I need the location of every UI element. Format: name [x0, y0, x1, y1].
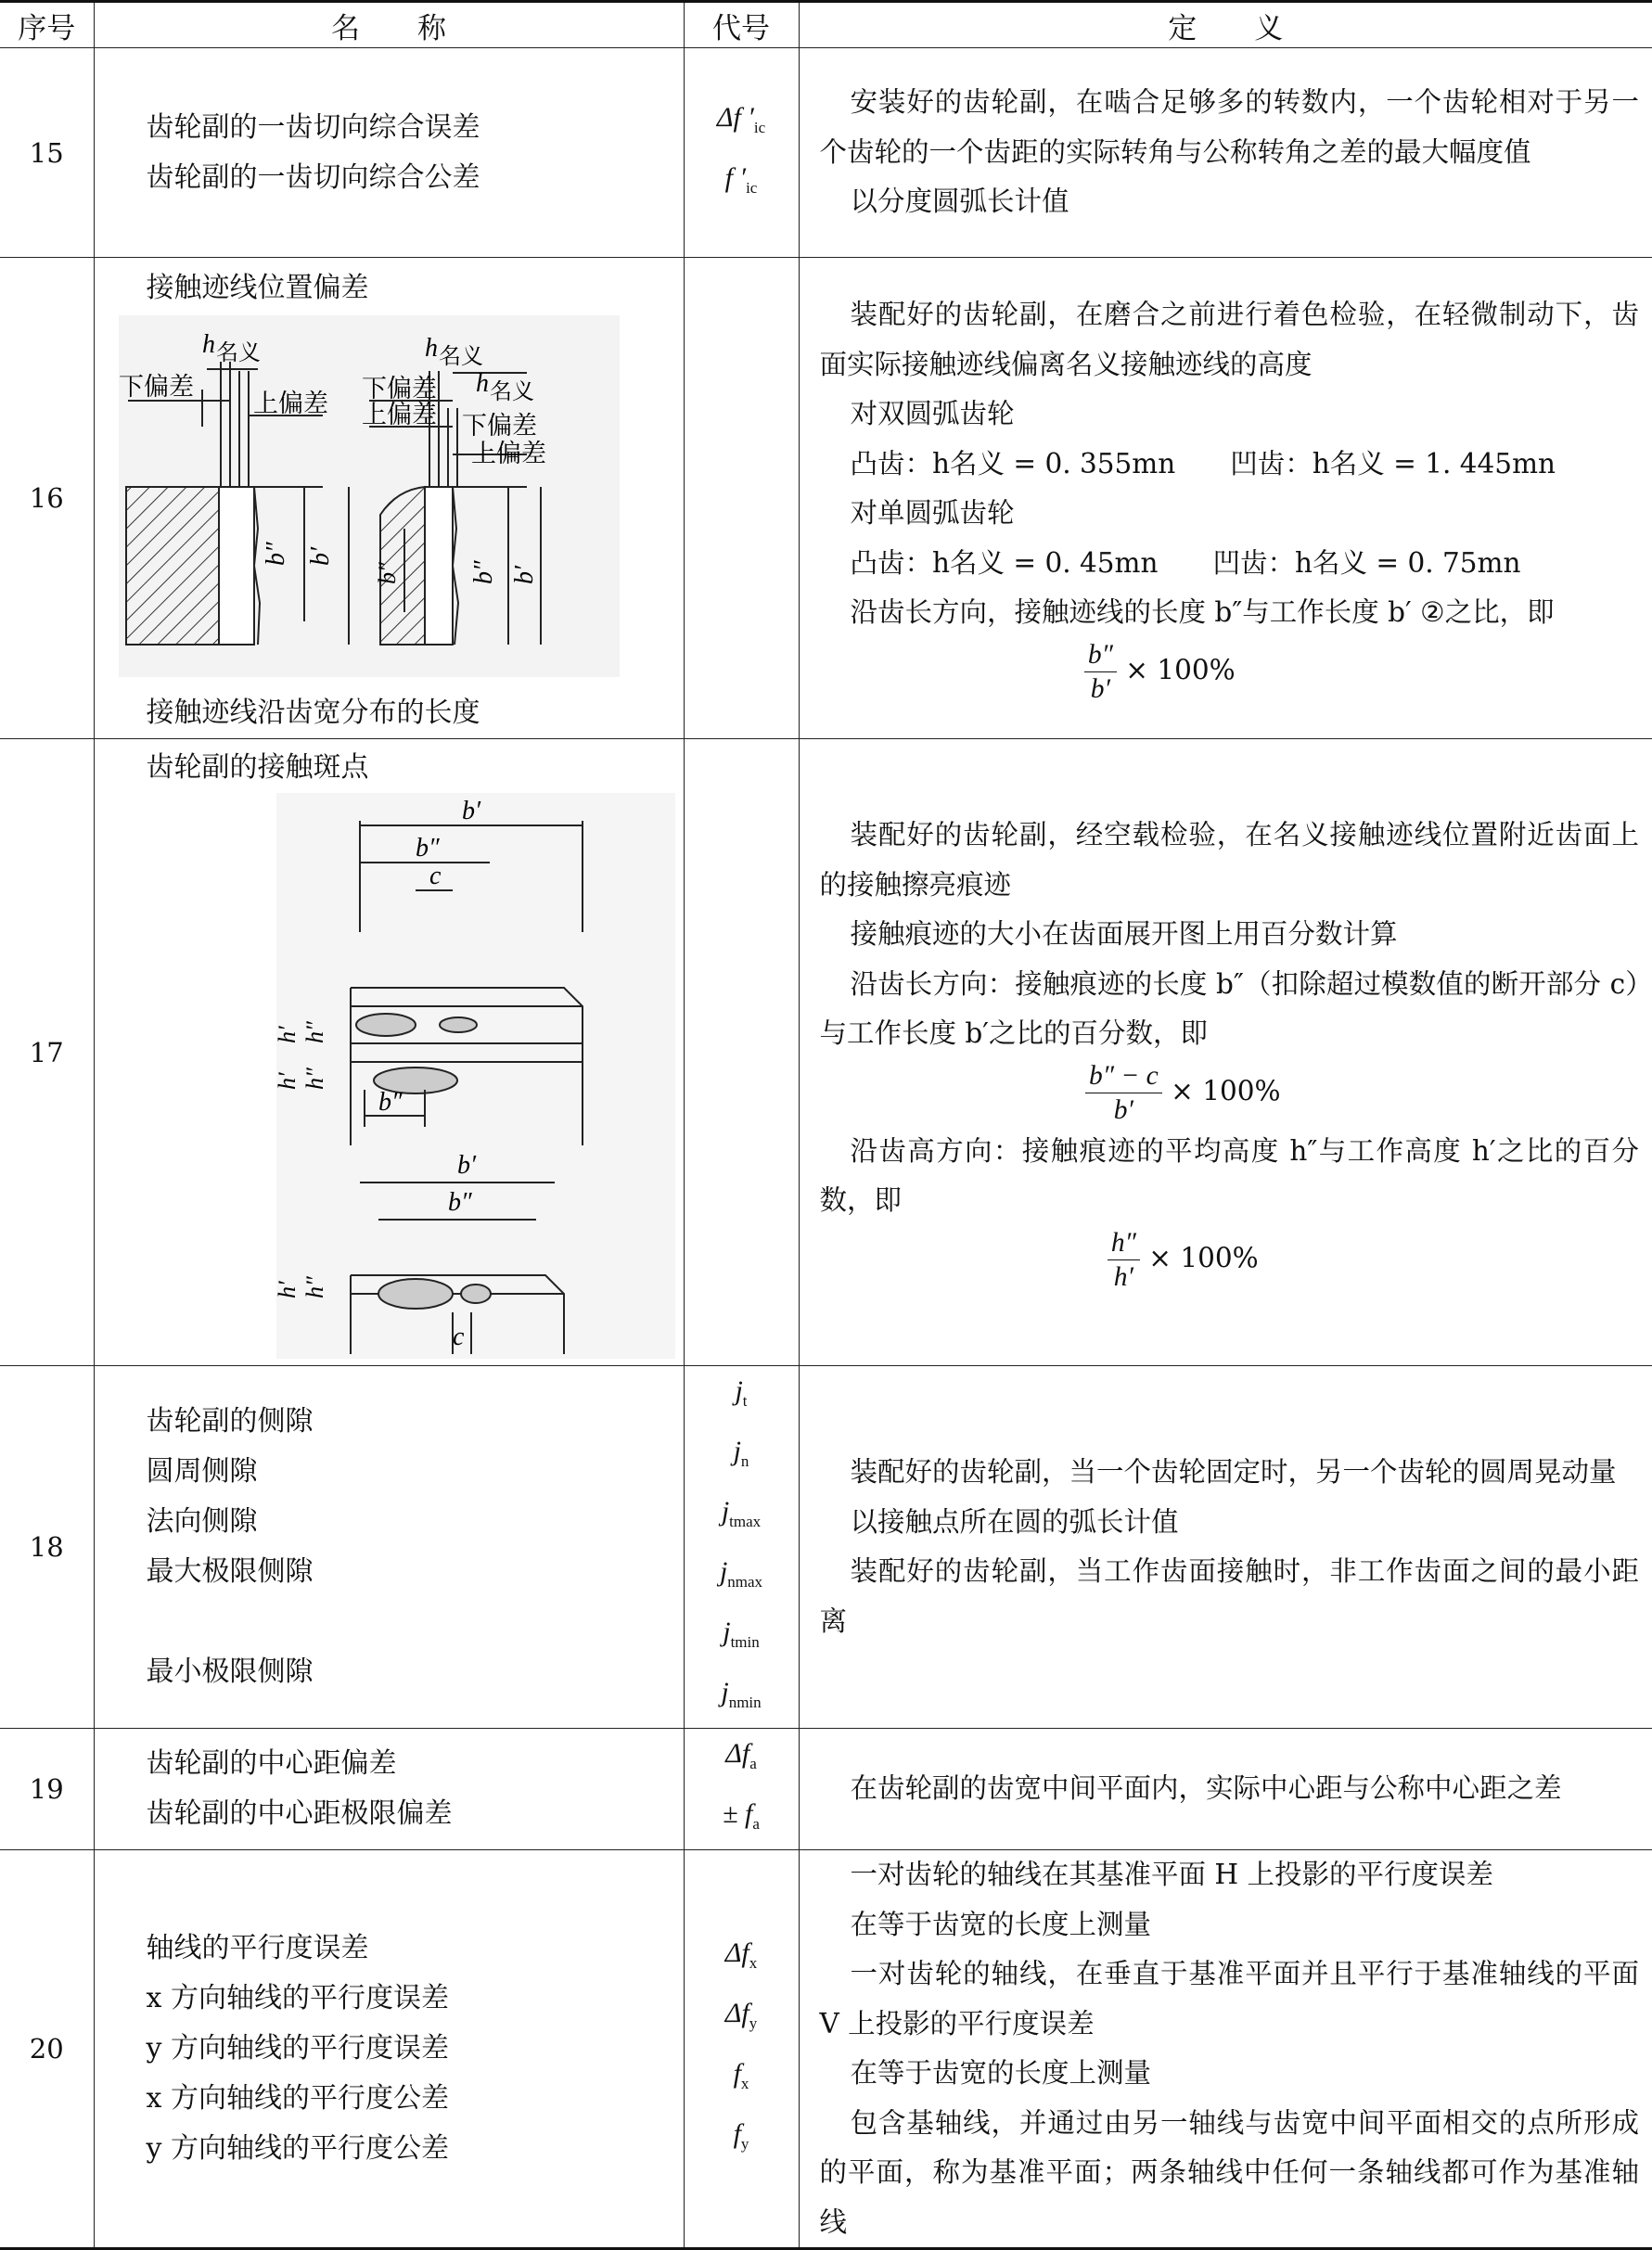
- row-number: 17: [0, 739, 94, 1366]
- name-line: 最大极限侧隙: [146, 1555, 314, 1588]
- code-line: $\Delta f_y$: [724, 1998, 758, 2032]
- fig-label-lower-dev: 下偏差: [118, 373, 194, 402]
- row-name: [94, 1850, 684, 2249]
- table-row-17: [0, 739, 1652, 1366]
- fig-label: b″: [378, 1088, 403, 1117]
- table-row-20: [0, 1850, 1652, 2249]
- def-para: 沿齿长方向：接触痕迹的长度 b″（扣除超过模数值的断开部分 c）与工作长度 b′之比的百分数，即: [819, 967, 1639, 1050]
- fig-label: 名义: [489, 378, 534, 404]
- fig-label: b′: [305, 546, 335, 566]
- table-row-16: [0, 258, 1652, 739]
- table-row-18: [0, 1366, 1652, 1729]
- row-number: 18: [0, 1366, 94, 1729]
- def-para: 凸齿：h名义 = 0. 355mn 凹齿：h名义 = 1. 445mn: [850, 447, 1556, 479]
- table-row-15: [0, 48, 1652, 258]
- fig-label: h′: [273, 1281, 301, 1298]
- def-para: 装配好的齿轮副，在磨合之前进行着色检验，在轻微制动下，齿面实际接触迹线偏离名义接触迹线的高度: [819, 299, 1639, 380]
- row-number: 15: [0, 48, 94, 258]
- def-para: 在等于齿宽的长度上测量: [850, 1908, 1152, 1940]
- table-header-row: [0, 2, 1652, 48]
- def-para: 对双圆弧齿轮: [850, 398, 1015, 430]
- fig-label-upper-dev: 上偏差: [470, 440, 546, 468]
- fig-label-upper-dev: 上偏差: [361, 401, 437, 429]
- fig-label: 名义: [215, 339, 261, 365]
- name-line: 齿轮副的中心距极限偏差: [146, 1797, 453, 1830]
- fig-label: h: [475, 369, 489, 398]
- code-line: $j_{nmax}$: [719, 1556, 763, 1591]
- row-name: [94, 1729, 684, 1850]
- def-para: 在等于齿宽的长度上测量: [850, 2057, 1152, 2089]
- fig-label-lower-dev: 下偏差: [361, 375, 437, 403]
- row-definition: [799, 1729, 1652, 1850]
- name-line: [147, 1597, 684, 1647]
- def-para: 以分度圆弧长计值: [850, 185, 1069, 218]
- row-code: [684, 1729, 799, 1850]
- def-para: 对单圆弧齿轮: [850, 497, 1015, 530]
- fig-label: h″: [301, 1021, 328, 1043]
- fig-label: c: [429, 862, 441, 890]
- row-code: [684, 1850, 799, 2249]
- fig-label: b″: [373, 562, 401, 584]
- row-name: [94, 1366, 684, 1729]
- row-name: [94, 48, 684, 258]
- header-code: 代号: [684, 2, 799, 48]
- row-definition: [799, 739, 1652, 1366]
- def-para: 以接触点所在圆的弧长计值: [850, 1505, 1179, 1538]
- fig-label: b″: [261, 542, 290, 566]
- fig-label-upper-dev: 上偏差: [252, 390, 328, 418]
- code-line: f $'_{ic}$: [724, 161, 758, 197]
- def-formula: $\frac{h''}{h'}$ × 100%: [820, 1226, 1640, 1294]
- code-line: $\Delta f_a$: [725, 1738, 757, 1772]
- name-line: 齿轮副的接触斑点: [146, 751, 369, 784]
- fig-label: b″: [468, 560, 498, 584]
- name-line: 接触迹线位置偏差: [146, 272, 369, 304]
- name-line: x 方向轴线的平行度误差: [146, 1982, 449, 2014]
- name-line: 圆周侧隙: [146, 1455, 258, 1488]
- row-number: 20: [0, 1850, 94, 2249]
- fig-label: h′: [273, 1026, 301, 1043]
- code-line: $j_{nmin}$: [721, 1677, 762, 1711]
- row-number: 16: [0, 258, 94, 739]
- name-line: y 方向轴线的平行度公差: [146, 2132, 449, 2165]
- name-line: 齿轮副的一齿切向综合误差: [146, 110, 480, 144]
- header-def: 定 义: [799, 2, 1652, 48]
- def-para: 沿齿高方向：接触痕迹的平均高度 h″与工作高度 h′之比的百分数，即: [819, 1134, 1639, 1217]
- def-para: 沿齿长方向，接触迹线的长度 b″与工作长度 b′ ②之比，即: [850, 596, 1555, 629]
- code-line: $j_{tmax}$: [721, 1496, 762, 1530]
- def-formula: $\frac{b'' - c}{b'}$ × 100%: [820, 1059, 1640, 1127]
- def-para: 一对齿轮的轴线在其基准平面 H 上投影的平行度误差: [850, 1859, 1493, 1890]
- name-line: 轴线的平行度误差: [146, 1932, 369, 1964]
- code-line: $\Delta f_x$: [724, 1937, 758, 1972]
- fig-label: 名义: [438, 343, 483, 369]
- def-para: 安装好的齿轮副，在啮合足够多的转数内，一个齿轮相对于另一个齿轮的一个齿距的实际转角与公称转角之差的最大幅度值: [819, 86, 1639, 168]
- code-line: $f_y$: [733, 2118, 749, 2153]
- table-row-19: [0, 1729, 1652, 1850]
- contact-pattern-diagram: [273, 793, 675, 1359]
- def-para: 装配好的齿轮副，当工作齿面接触时，非工作齿面之间的最小距离: [819, 1555, 1639, 1637]
- fig-label: c: [452, 1323, 464, 1351]
- def-para: 接触痕迹的大小在齿面展开图上用百分数计算: [850, 918, 1398, 951]
- code-line: $j_{tmin}$: [723, 1617, 760, 1651]
- row-code: [684, 48, 799, 258]
- row-name: [94, 258, 684, 739]
- name-line: 接触迹线沿齿宽分布的长度: [146, 697, 480, 729]
- def-para: 包含基轴线，并通过由另一轴线与齿宽中间平面相交的点所形成的平面，称为基准平面；两条轴线中任何一条轴线都可作为基准轴线: [819, 2106, 1639, 2238]
- fig-label-lower-dev: 下偏差: [461, 412, 537, 441]
- fig-label: b″: [447, 1188, 472, 1217]
- row-code: [684, 258, 799, 739]
- code-line: Δf $'_{ic}$: [716, 101, 766, 136]
- row-code: [684, 1366, 799, 1729]
- name-line: 法向侧隙: [146, 1505, 258, 1538]
- def-para: 凸齿：h名义 = 0. 45mn 凹齿：h名义 = 0. 75mn: [850, 546, 1521, 579]
- name-line: 最小极限侧隙: [146, 1656, 314, 1688]
- fig-label: h: [424, 334, 438, 363]
- fig-label: h: [201, 330, 215, 359]
- name-line: 齿轮副的一齿切向综合公差: [146, 160, 480, 194]
- code-line: $f_x$: [733, 2058, 749, 2092]
- row-code: [684, 739, 799, 1366]
- fig-label: h″: [301, 1067, 328, 1090]
- fig-label: b′: [509, 565, 539, 584]
- name-line: y 方向轴线的平行度误差: [146, 2032, 449, 2065]
- code-line: $j_n$: [733, 1436, 749, 1470]
- fig-label: b′: [456, 1151, 476, 1180]
- fig-label: b′: [461, 797, 480, 825]
- name-line: 齿轮副的中心距偏差: [146, 1747, 397, 1780]
- def-para: 一对齿轮的轴线，在垂直于基准平面并且平行于基准轴线的平面 V 上投影的平行度误差: [819, 1958, 1639, 2039]
- code-line: $j_t$: [735, 1375, 748, 1410]
- def-para: 在齿轮副的齿宽中间平面内，实际中心距与公称中心距之差: [850, 1772, 1562, 1805]
- header-no: 序号: [0, 2, 94, 48]
- name-line: 齿轮副的侧隙: [146, 1405, 314, 1438]
- code-line: ± $f_a$: [723, 1798, 760, 1833]
- row-name: [94, 739, 684, 1366]
- row-definition: [799, 1850, 1652, 2249]
- def-para: 装配好的齿轮副，经空载检验，在名义接触迹线位置附近齿面上的接触擦亮痕迹: [819, 819, 1639, 901]
- name-line: x 方向轴线的平行度公差: [146, 2082, 449, 2115]
- def-para: 装配好的齿轮副，当一个齿轮固定时，另一个齿轮的圆周晃动量: [850, 1456, 1617, 1488]
- row-number: 19: [0, 1729, 94, 1850]
- fig-label: h″: [301, 1276, 328, 1298]
- row-definition: [799, 1366, 1652, 1729]
- fig-label: h′: [273, 1072, 301, 1090]
- row-definition: [799, 48, 1652, 258]
- contact-trace-diagram: [119, 315, 620, 677]
- fig-label: b″: [415, 834, 440, 863]
- def-formula: $\frac{b''}{b'}$ × 100%: [820, 638, 1640, 706]
- row-definition: [799, 258, 1652, 739]
- header-name: 名 称: [94, 2, 684, 48]
